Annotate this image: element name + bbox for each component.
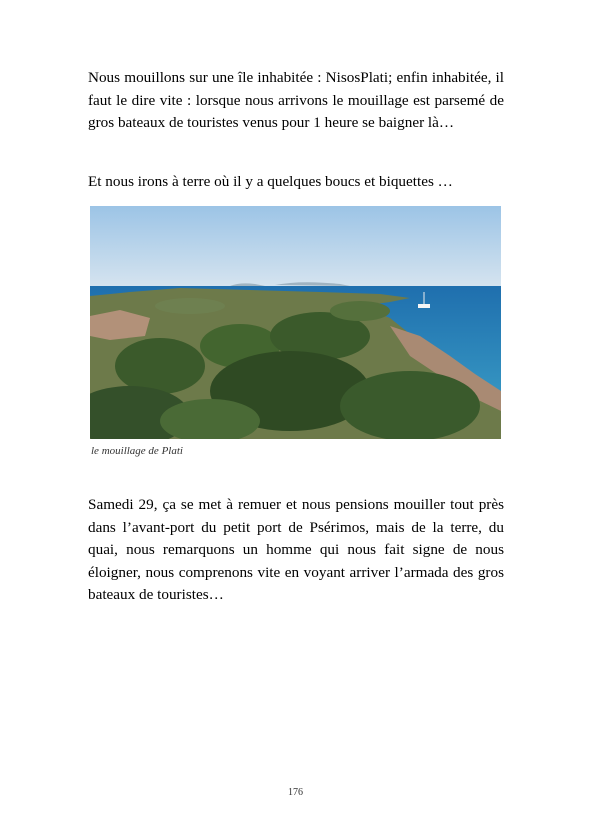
page-number: 176 (288, 787, 303, 798)
sailboat (418, 304, 430, 308)
paragraph-anchorage: Nous mouillons sur une île inhabitée : NisosPlati; enfin inhabitée, il faut le dire vite : lorsque nous arrivons le mouillage est parsemé de gros bateaux de touristes venus pour 1 heure se baigner là… (88, 69, 504, 131)
photo-caption: le mouillage de Plati (91, 445, 183, 457)
sky (90, 206, 501, 288)
paragraph-saturday: Samedi 29, ça se met à remuer et nous pensions mouiller tout près dans l’avant-port du petit port de Psérimos, mais de la terre, du quai, nous remarquons un homme qui nous fait signe de nous éloigner, nous comprenons vite en voyant arriver l’armada des gros bateaux de touristes… (88, 496, 504, 603)
anchorage-photo (90, 206, 501, 439)
paragraph-goats: Et nous irons à terre où il y a quelques boucs et biquettes … (88, 173, 453, 190)
